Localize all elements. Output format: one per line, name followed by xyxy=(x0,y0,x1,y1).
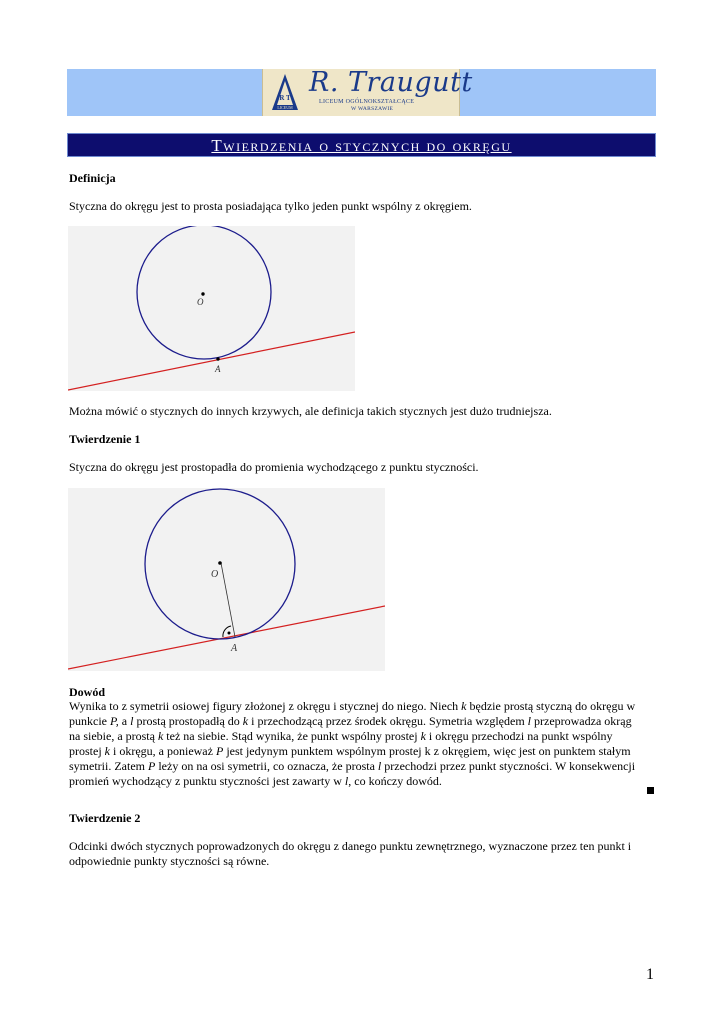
proof-text-run: prostą prostopadłą do xyxy=(133,714,243,728)
page-title: Twierdzenia o stycznych do okręgu xyxy=(211,136,512,155)
proof-variable: k xyxy=(420,729,426,743)
logo-subtitle-line2: W WARSZAWIE xyxy=(351,106,394,112)
proof-line xyxy=(69,744,659,759)
proof-text-run: , co kończy dowód. xyxy=(348,774,442,788)
proof-text-run: i okręgu przechodzi na punkt wspólny xyxy=(425,729,613,743)
proof-variable: l xyxy=(527,714,531,728)
definition-heading: Definicja xyxy=(69,171,116,185)
proof-variable: l xyxy=(377,759,382,773)
proof-text-run: leży on na osi symetrii, co oznacza, że prosta xyxy=(155,759,378,773)
logo-subtitle-line1: LICEUM OGÓLNOKSZTAŁCĄCE xyxy=(319,99,415,105)
proof-variable: P, xyxy=(110,714,119,728)
tangent-line xyxy=(68,606,385,669)
center-point xyxy=(201,292,204,295)
proof-text-run: przeprowadza okrąg xyxy=(531,714,632,728)
proof-variable: P xyxy=(147,759,156,773)
proof-variable: k xyxy=(157,729,164,743)
proof-line xyxy=(69,714,659,729)
proof-variable: l xyxy=(344,774,349,788)
tangent-point-label: A xyxy=(231,643,238,654)
definition-text: Styczna do okręgu jest to prosta posiadająca tylko jeden punkt wspólny z okręgiem. xyxy=(69,199,472,213)
theorem2-text-line2: odpowiednie punkty styczności są równe. xyxy=(69,854,270,868)
theorem2-text-line1: Odcinki dwóch stycznych poprowadzonych do okręgu z danego punktu zewnętrznego, wyznaczone przez ten punkt i xyxy=(69,839,632,853)
theorem2-heading: Twierdzenie 2 xyxy=(69,811,141,825)
proof-line xyxy=(69,729,659,744)
proof-text-run: Wynika to z symetrii osiowej figury złożonej z okręgu i stycznej do niego. Niech xyxy=(69,699,462,713)
logo-script-text: R. Traugutt xyxy=(309,67,473,98)
proof-heading: Dowód xyxy=(69,685,106,699)
tangent-point-label: A xyxy=(215,364,221,374)
proof-text xyxy=(69,699,659,789)
emblem-icon xyxy=(271,73,299,111)
proof-variable: k xyxy=(461,699,467,713)
radius-segment xyxy=(221,563,235,637)
proof-text-run: też na siebie. Stąd wynika, że punkt wspólny prostej xyxy=(163,729,421,743)
tangent-perpendicular-figure xyxy=(68,488,385,671)
center-point xyxy=(218,561,222,565)
emblem-letters: R T xyxy=(279,94,291,102)
theorem1-heading: Twierdzenie 1 xyxy=(69,432,141,446)
center-label: O xyxy=(197,297,204,307)
proof-text-run: symetrii. Zatem xyxy=(69,759,148,773)
center-label: O xyxy=(211,569,219,580)
proof-line xyxy=(69,759,659,774)
tangent-definition-figure xyxy=(68,226,355,391)
proof-line xyxy=(69,774,659,789)
proof-text-run: jest jedynym punktem wspólnym prostej k z okręgiem, więc jest on punktem stałym xyxy=(223,744,631,758)
proof-text-run: na siebie, a prostą xyxy=(69,729,158,743)
proof-text-run: przechodzi przez punkt styczności. W konsekwencji xyxy=(381,759,636,773)
right-angle-dot xyxy=(228,632,231,635)
proof-variable: P xyxy=(215,744,224,758)
tangent-point xyxy=(216,357,219,360)
emblem-word: LICEUM xyxy=(277,105,293,110)
proof-variable: k xyxy=(242,714,249,728)
proof-text-run: punkcie xyxy=(69,714,110,728)
proof-text-run: prostej xyxy=(69,744,105,758)
proof-text-run: i okręgu, a ponieważ xyxy=(110,744,216,758)
theorem1-text: Styczna do okręgu jest prostopadła do promienia wychodzącego z punktu styczności. xyxy=(69,460,479,474)
proof-text-run: promień wychodzący z punktu styczności jest zawarty w xyxy=(69,774,345,788)
proof-variable: k xyxy=(104,744,110,758)
tangent-line xyxy=(68,332,355,390)
note-text: Można mówić o stycznych do innych krzywych, ale definicja takich stycznych jest dużo trudniejsza. xyxy=(69,404,552,418)
page-number: 1 xyxy=(646,966,654,983)
proof-text-run: i przechodzącą przez środek okręgu. Symetria względem xyxy=(248,714,528,728)
proof-line xyxy=(69,699,659,714)
qed-mark-icon xyxy=(647,787,654,794)
title-bar xyxy=(67,133,656,157)
proof-text-run: będzie prostą styczną do okręgu w xyxy=(466,699,636,713)
school-logo xyxy=(262,67,473,116)
proof-variable: l xyxy=(130,714,134,728)
proof-text-run: a xyxy=(118,714,131,728)
circle xyxy=(137,226,271,359)
right-angle-arc xyxy=(223,626,231,637)
